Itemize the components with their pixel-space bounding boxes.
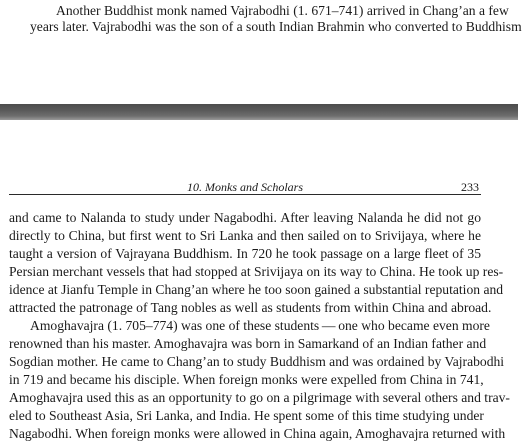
previous-page: [0, 0, 522, 104]
body-line-11: Amoghavajra used this as an opportunity to go on a pilgrimage with several others and trav-: [9, 390, 510, 405]
body-line-9: Sogdian mother. He came to Chang’an to study Buddhism and was ordained by Vajrabodhi: [9, 354, 505, 369]
body-line-2: directly to China, but first went to Sri Lanka and then sailed on to Srivijaya, where he: [9, 228, 481, 243]
chapter-title: 10. Monks and Scholars: [187, 180, 303, 194]
body-line-4: Persian merchant vessels that had stopped at Srivijaya on its way to China. He took up res-: [9, 264, 504, 279]
body-line-3: taught a version of Vajrayana Buddhism. In 720 he took passage on a large fleet of 35: [9, 246, 481, 261]
body-line-13: Nagabodhi. When foreign monks were allowed in China again, Amoghavajra returned with: [9, 426, 506, 441]
body-line-12: eled to Southeast Asia, Sri Lanka, and India. He spent some of this time studying under: [9, 408, 484, 423]
body-line-10: in 719 and became his disciple. When foreign monks were expelled from China in 741,: [9, 372, 484, 387]
current-page: [0, 120, 518, 441]
prev-text-line-1: Another Buddhist monk named Vajrabodhi (1. 671–741) arrived in Chang’an a few: [56, 3, 509, 18]
body-line-5: idence at Jianfu Temple in Chang’an where he too soon gained a substantial reputation and: [9, 282, 504, 297]
body-line-6: attracted the patronage of Tang nobles as well as students from within China and abroad.: [9, 300, 492, 315]
running-header: [9, 179, 479, 195]
body-line-1: and came to Nalanda to study under Nagabodhi. After leaving Nalanda he did not go: [9, 210, 481, 225]
page-number: 233: [461, 180, 479, 194]
body-line-8: renowned than his master. Amoghavajra was born in Samarkand of an Indian father and: [9, 336, 487, 351]
page-gutter: [0, 104, 518, 120]
body-line-7: Amoghavajra (1. 705–774) was one of these students — one who became even more: [30, 318, 490, 333]
prev-text-line-2: years later. Vajrabodhi was the son of a south Indian Brahmin who converted to Buddhism: [30, 19, 522, 34]
header-rule: [9, 194, 481, 195]
